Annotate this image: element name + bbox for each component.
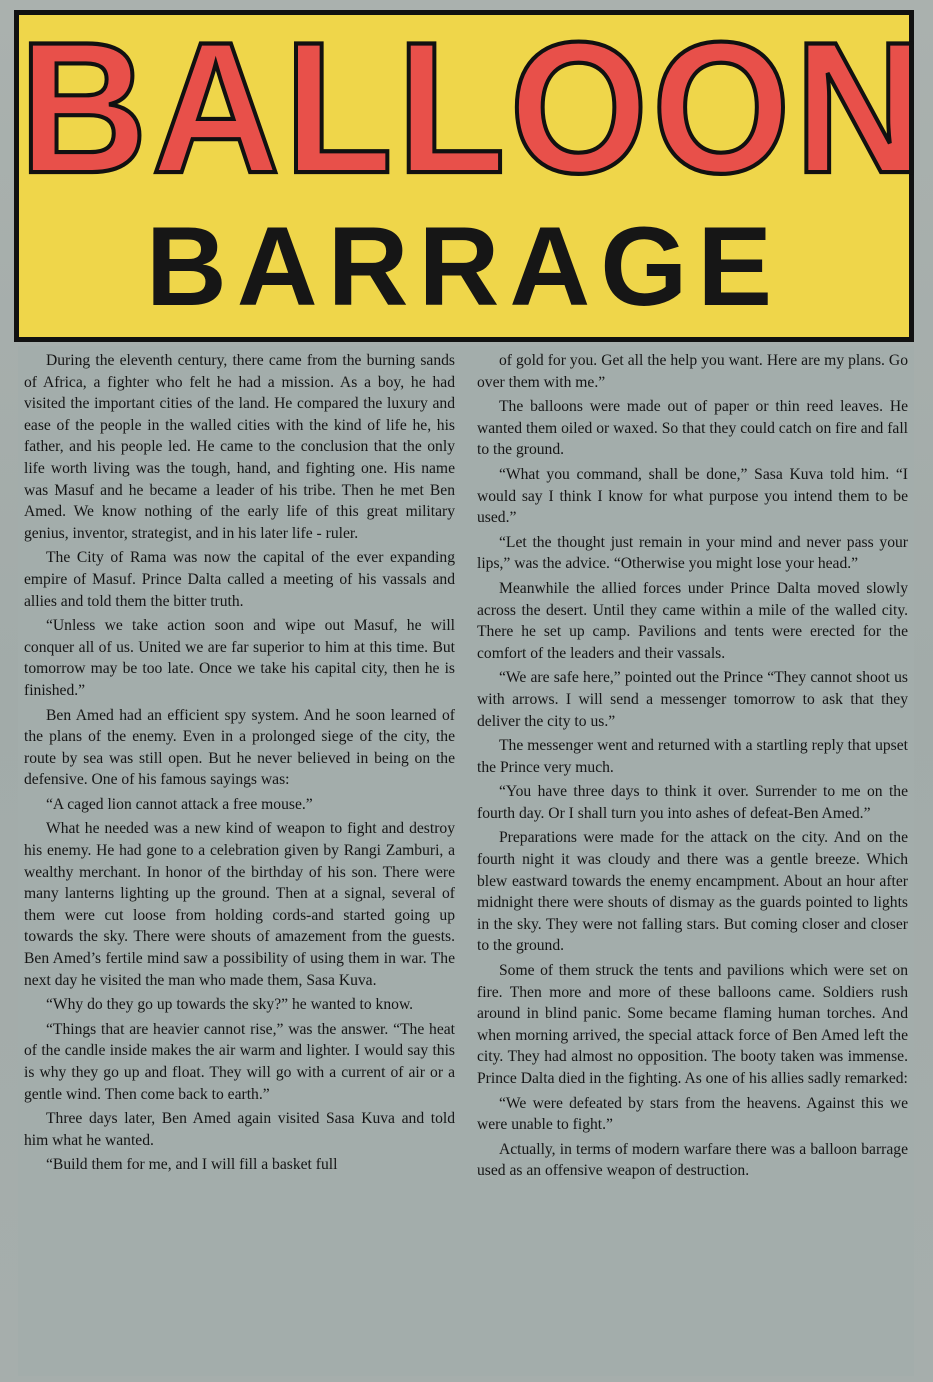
paragraph: Three days later, Ben Amed again visited Sasa Kuva and told him what he wanted. [24, 1110, 455, 1149]
paragraph: “A caged lion cannot attack a free mouse.” [46, 795, 313, 813]
paragraph: What he needed was a new kind of weapon to fight and destroy his enemy. He had gone to a celebration given by Rangi Zamburi, a wealthy merchant. In honor of the birthday of his son. There were many lanterns lighting up the ground. Then at a signal, several of them were cut loose from holding cords-and started going up towards the sky. There were shouts of amazement from the guests. Ben Amed’s fertile mind saw a possibility of using them in war. The next day he visited the man who made them, Sasa Kuva. [24, 820, 455, 989]
paragraph: Preparations were made for the attack on the city. And on the fourth night it was cloudy and there was a gentle breeze. Which blew eastward towards the enemy encampment. About an hour after midnight there were shouts of dismay as the guards pointed to lights in the sky. They were not falling stars. But coming closer and closer to the ground. [477, 829, 908, 955]
title-panel [14, 3, 928, 342]
paragraph: During the eleventh century, there came from the burning sands of Africa, a fighter who felt he had a mission. As a boy, he had visited the important cities of the land. He compared the luxury and ease of the people in the walled cities with the kind of life he, his father, and his people led. He came to the conclusion that the only life worth living was the tough, hand, and fighting one. His name was Masuf and he became a leader of his tribe. Then he met Ben Amed. We know nothing of the early life of this great military genius, inventor, strategist, and in his later life - ruler. [24, 352, 455, 542]
left-column [24, 350, 455, 1372]
paragraph: The City of Rama was now the capital of the ever expanding empire of Masuf. Prince Dalta called a meeting of his vassals and allies and told them the bitter truth. [24, 549, 455, 610]
paragraph: “Things that are heavier cannot rise,” was the answer. “The heat of the candle inside makes the air warm and lighter. I would say this is why they go up and float. They will go with a current of air or a gentle wind. Then come back to earth.” [24, 1020, 455, 1103]
paragraph: Ben Amed had an efficient spy system. And he soon learned of the plans of the enemy. Even in a prolonged siege of the city, the route by sea was still open. But he never believed in being on the defensive. One of his famous sayings was: [24, 706, 455, 789]
paragraph: “What you command, shall be done,” Sasa Kuva told him. “I would say I think I know for what purpose you intend them to be used.” [477, 465, 908, 527]
right-column [477, 350, 908, 1372]
story-text-panel [18, 346, 914, 1376]
paragraph: “Let the thought just remain in your mind and never pass your lips,” was the advice. “Otherwise you might lose your head.” [477, 533, 908, 573]
paragraph: of gold for you. Get all the help you want. Here are my plans. Go over them with me.” [477, 352, 908, 391]
paragraph: Actually, in terms of modern warfare there was a balloon barrage used as an offensive weapon of destruction. [477, 1140, 908, 1180]
paragraph: “Why do they go up towards the sky?” he wanted to know. [46, 996, 414, 1014]
paragraph: The messenger went and returned with a startling reply that upset the Prince very much. [477, 737, 908, 776]
paragraph: “Build them for me, and I will fill a basket full [46, 1156, 338, 1174]
paragraph: Some of them struck the tents and pavilions which were set on fire. Then more and more of these balloons came. Soldiers rush around in blind panic. Some became flaming human torches. And when morning arrived, the special attack force of Ben Amed left the city. They had almost no opposition. The booty taken was immense. Prince Dalta died in the fighting. As one of his allies sadly remarked: [477, 962, 908, 1087]
paragraph: “Unless we take action soon and wipe out Masuf, he will conquer all of us. United we are far superior to him at this time. But tomorrow may be too late. Once we take his capital city, then he is finished.” [24, 617, 455, 699]
paragraph: Meanwhile the allied forces under Prince Dalta moved slowly across the desert. Until they came within a mile of the walled city. There he set up camp. Pavilions and tents were erected for the comfort of the leaders and their vassals. [477, 579, 908, 662]
paragraph: “We were defeated by stars from the heavens. Against this we were unable to fight.” [477, 1094, 908, 1134]
title-line-1: BALLOON [19, 3, 928, 212]
paragraph: “You have three days to think it over. Surrender to me on the fourth day. Or I shall turn you into ashes of defeat-Ben Amed.” [477, 783, 908, 822]
paragraph: “We are safe here,” pointed out the Prince “They cannot shoot us with arrows. I will send a messenger tomorrow to ask that they deliver the city to us.” [477, 669, 908, 730]
title-line-2: BARRAGE [145, 204, 783, 329]
paragraph: The balloons were made out of paper or thin reed leaves. He wanted them oiled or waxed. So that they could catch on fire and fall to the ground. [477, 398, 908, 459]
